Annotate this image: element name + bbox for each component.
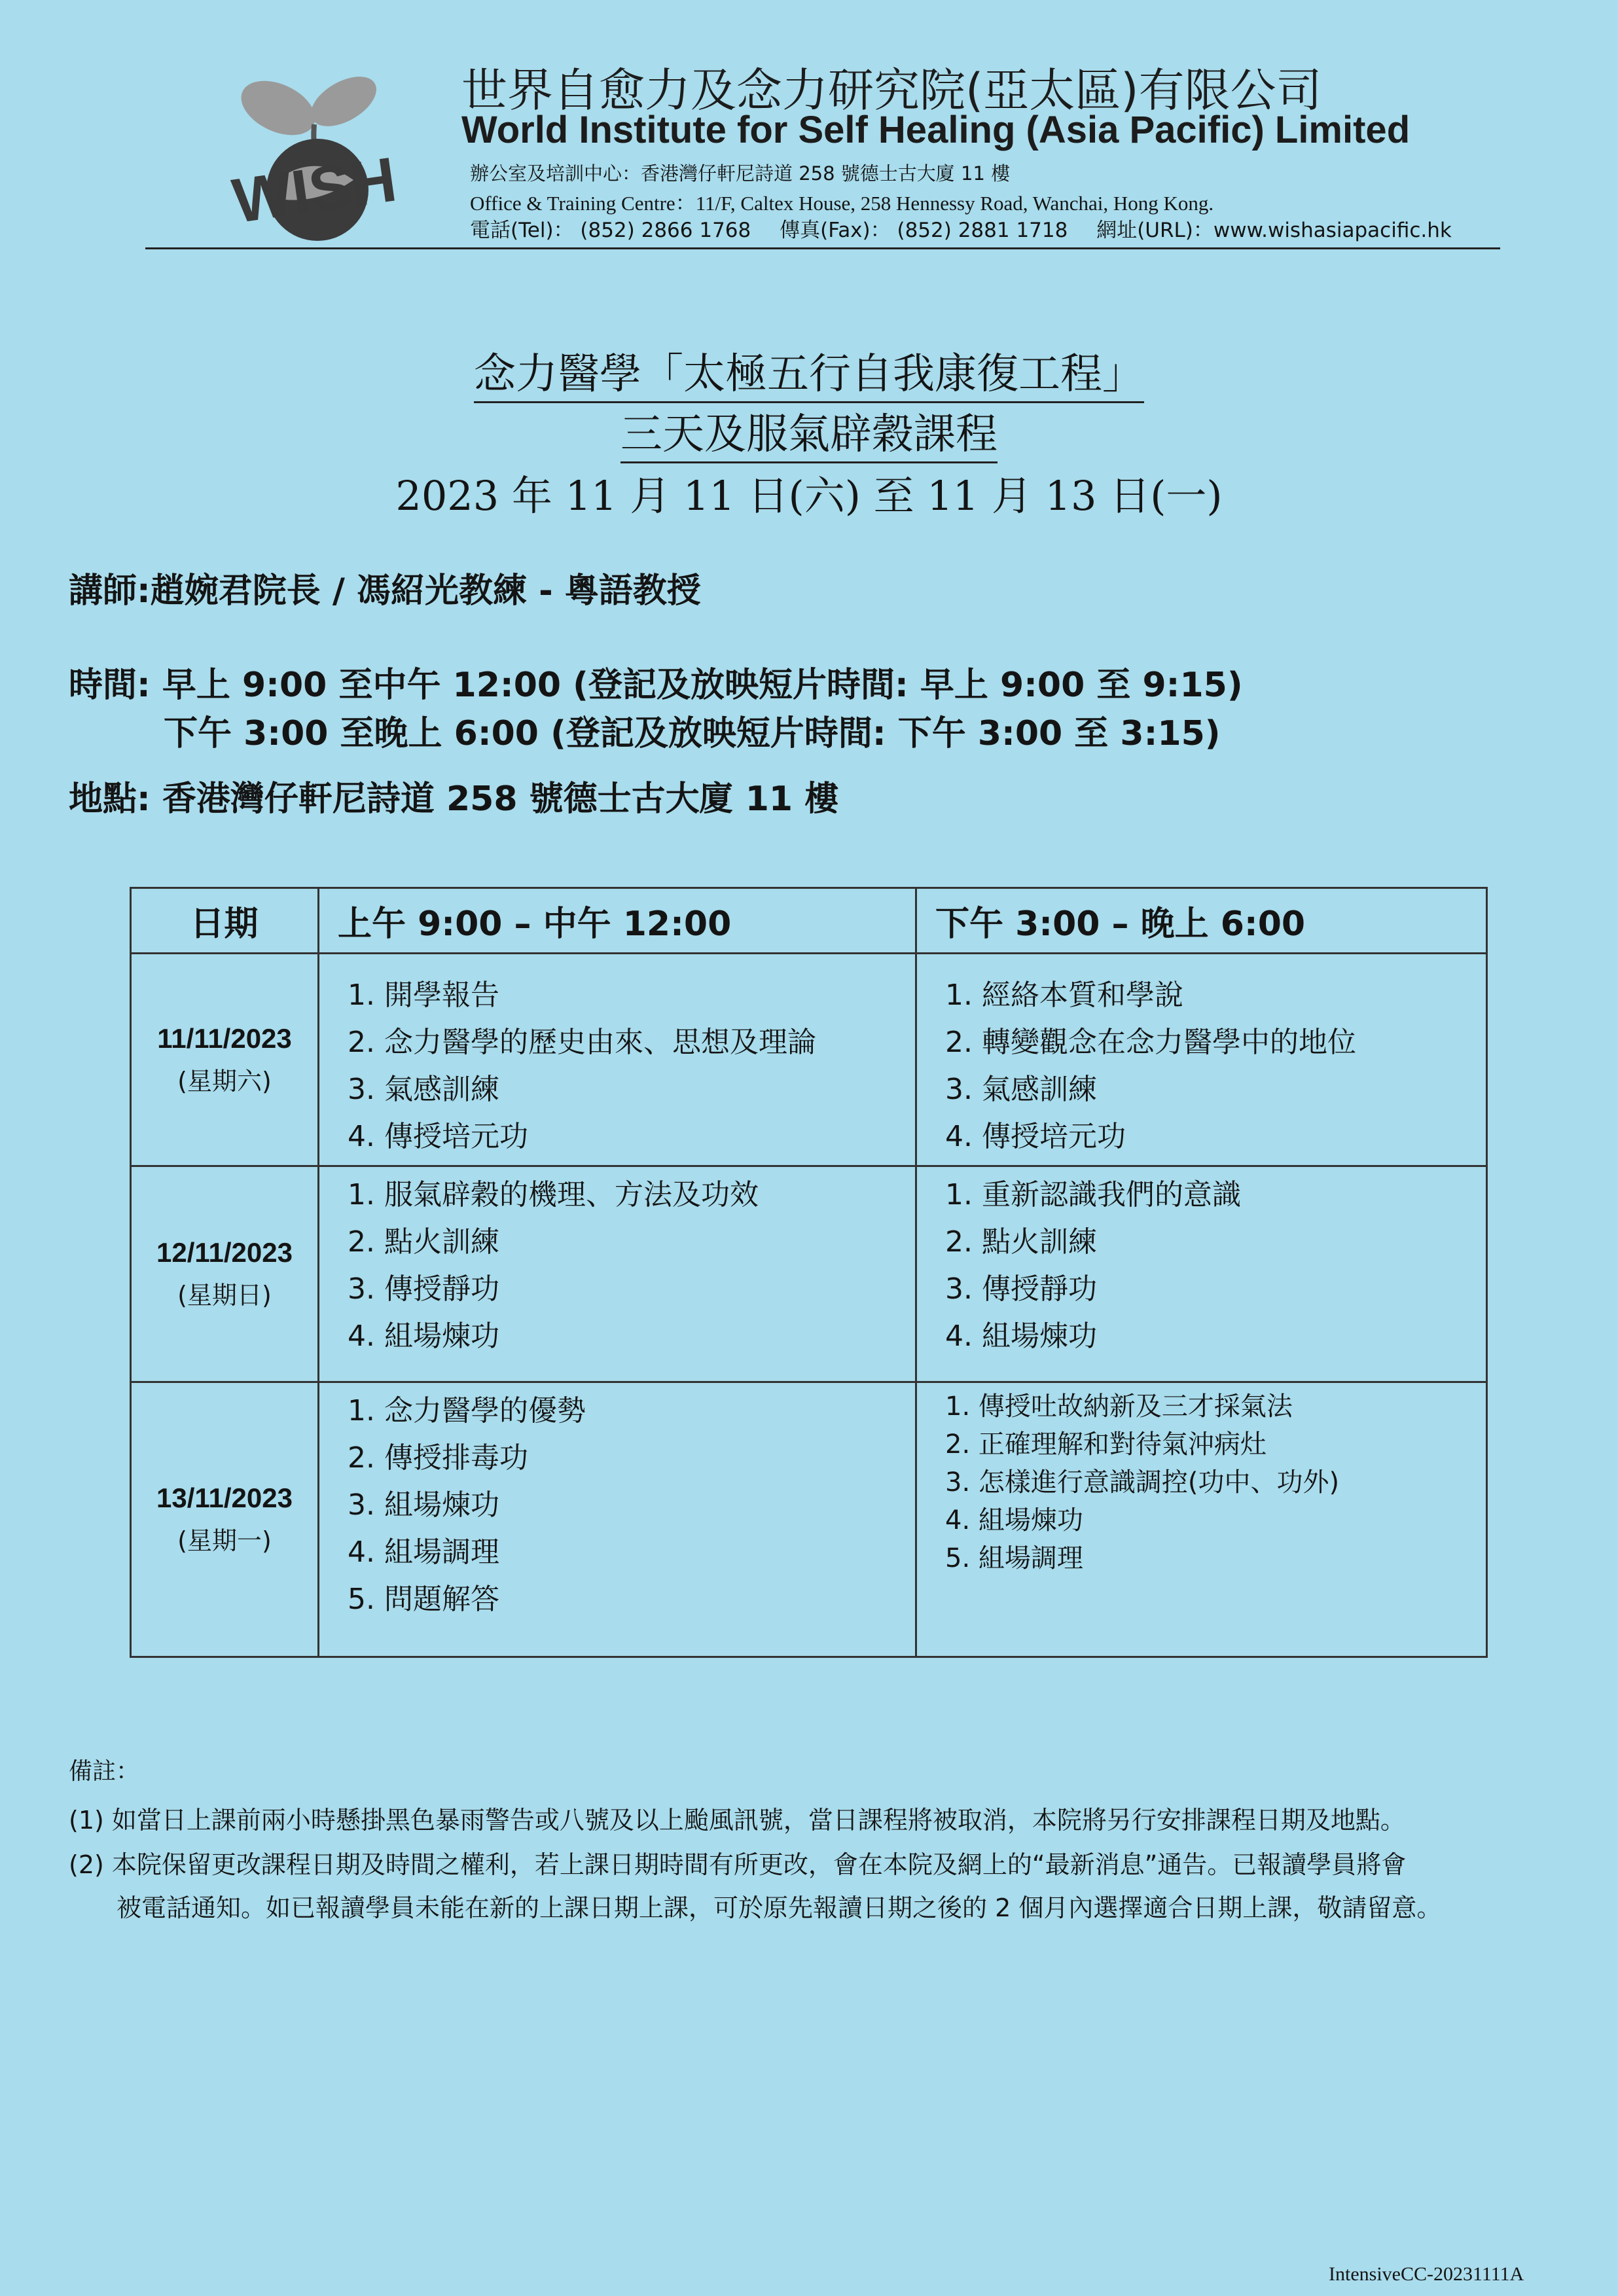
course-subtitle-text: 三天及服氣辟穀課程 <box>620 410 998 463</box>
header-divider <box>145 247 1500 249</box>
note-1: (1) 如當日上課前兩小時懸掛黑色暴雨警告或八號及以上颱風訊號，當日課程將被取消，本院將另行安排課程日期及地點。 <box>69 1806 1405 1835</box>
table-row <box>131 1382 1487 1657</box>
course-title <box>0 340 1618 401</box>
list-item: 1. 念力醫學的優勢 <box>348 1394 586 1427</box>
list-item: 4. 傳授培元功 <box>348 1120 528 1153</box>
morning-topics <box>319 1166 916 1382</box>
list-item: 4. 傳授培元功 <box>945 1120 1126 1153</box>
list-item: 3. 傳授靜功 <box>945 1272 1097 1306</box>
org-name-en: World Institute for Self Healing (Asia Pacific) Limited <box>461 109 1411 151</box>
date: 12/11/2023 <box>156 1237 293 1268</box>
list-item: 1. 傳授吐故納新及三才採氣法 <box>945 1391 1293 1422</box>
table-row <box>131 1166 1487 1382</box>
tel: 電話(Tel)： (852) 2866 1768 <box>470 219 751 242</box>
address-cn: 辦公室及培訓中心：香港灣仔軒尼詩道 258 號德士古大廈 11 樓 <box>470 162 1011 185</box>
list-item: 3. 氣感訓練 <box>945 1073 1097 1106</box>
header-date: 日期 <box>131 888 319 954</box>
list-item: 3. 組場煉功 <box>348 1488 499 1522</box>
list-item: 4. 組場煉功 <box>348 1319 499 1353</box>
list-item: 3. 怎樣進行意識調控(功中、功外) <box>945 1467 1340 1498</box>
list-item: 2. 轉變觀念在念力醫學中的地位 <box>945 1026 1356 1059</box>
date-cell <box>131 1382 319 1657</box>
fax: 傳真(Fax)： (852) 2881 1718 <box>780 219 1068 242</box>
list-item: 3. 氣感訓練 <box>348 1073 499 1106</box>
contact-line <box>470 213 1474 243</box>
weekday: (星期六) <box>177 1066 272 1096</box>
list-item: 4. 組場調理 <box>348 1535 499 1569</box>
date: 11/11/2023 <box>157 1022 292 1054</box>
header-afternoon: 下午 3:00 – 晚上 6:00 <box>916 888 1487 954</box>
weekday: (星期一) <box>177 1526 272 1555</box>
list-item: 1. 重新認識我們的意識 <box>945 1178 1241 1211</box>
schedule-table <box>130 887 1488 1658</box>
list-item: 2. 傳授排毒功 <box>348 1441 528 1475</box>
morning-topics <box>319 1382 916 1657</box>
notes-heading: 備註： <box>69 1758 140 1785</box>
wish-logo <box>164 62 471 252</box>
list-item: 2. 點火訓練 <box>348 1225 499 1259</box>
course-title-text: 念力醫學「太極五行自我康復工程」 <box>474 350 1144 403</box>
header-morning: 上午 9:00 – 中午 12:00 <box>319 888 916 954</box>
address-en: Office & Training Centre：11/F, Caltex House, 258 Hennessy Road, Wanchai, Hong Kong. <box>470 192 1214 215</box>
list-item: 1. 經絡本質和學說 <box>945 978 1183 1012</box>
list-item: 4. 組場煉功 <box>945 1319 1097 1353</box>
morning-topics <box>319 954 916 1166</box>
course-dates: 2023 年 11 月 11 日(六) 至 11 月 13 日(一) <box>395 472 1223 520</box>
afternoon-topics <box>916 954 1487 1166</box>
course-subtitle <box>0 401 1618 461</box>
website: 網址(URL)：www.wishasiapacific.hk <box>1096 219 1452 242</box>
list-item: 3. 傳授靜功 <box>348 1272 499 1306</box>
logo-text: WISH <box>228 144 401 237</box>
date-cell <box>131 1166 319 1382</box>
table-header-row <box>131 888 1487 954</box>
time-afternoon: 下午 3:00 至晚上 6:00 (登記及放映短片時間: 下午 3:00 至 3:15) <box>164 714 1221 753</box>
list-item: 1. 開學報告 <box>348 978 499 1012</box>
table-row <box>131 954 1487 1166</box>
org-name-cn: 世界自愈力及念力研究院(亞太區)有限公司 <box>461 63 1322 117</box>
list-item: 4. 組場煉功 <box>945 1505 1083 1535</box>
note-2-continued: 被電話通知。如已報讀學員未能在新的上課日期上課，可於原先報讀日期之後的 2 個月內選擇適合日期上課，敬請留意。 <box>117 1893 1442 1922</box>
instructors: 講師:趙婉君院長 / 馮紹光教練 - 粵語教授 <box>69 571 701 611</box>
time-morning: 時間: 早上 9:00 至中午 12:00 (登記及放映短片時間: 早上 9:00 至 9:15) <box>69 666 1243 705</box>
list-item: 1. 服氣辟穀的機理、方法及功效 <box>348 1178 759 1211</box>
weekday: (星期日) <box>177 1281 272 1310</box>
afternoon-topics <box>916 1166 1487 1382</box>
list-item: 5. 問題解答 <box>348 1583 499 1616</box>
logo-leaf-left <box>232 70 323 146</box>
date-cell <box>131 954 319 1166</box>
afternoon-topics <box>916 1382 1487 1657</box>
list-item: 2. 念力醫學的歷史由來、思想及理論 <box>348 1026 816 1059</box>
list-item: 2. 點火訓練 <box>945 1225 1097 1259</box>
document-reference: IntensiveCC-20231111A <box>1329 2263 1524 2285</box>
note-2: (2) 本院保留更改課程日期及時間之權利，若上課日期時間有所更改，會在本院及網上的“最新消息”通告。已報讀學員將會 <box>69 1850 1407 1879</box>
venue: 地點: 香港灣仔軒尼詩道 258 號德士古大廈 11 樓 <box>69 780 839 819</box>
list-item: 5. 組場調理 <box>945 1543 1083 1573</box>
date: 13/11/2023 <box>156 1482 293 1513</box>
list-item: 2. 正確理解和對待氣沖病灶 <box>945 1429 1267 1460</box>
